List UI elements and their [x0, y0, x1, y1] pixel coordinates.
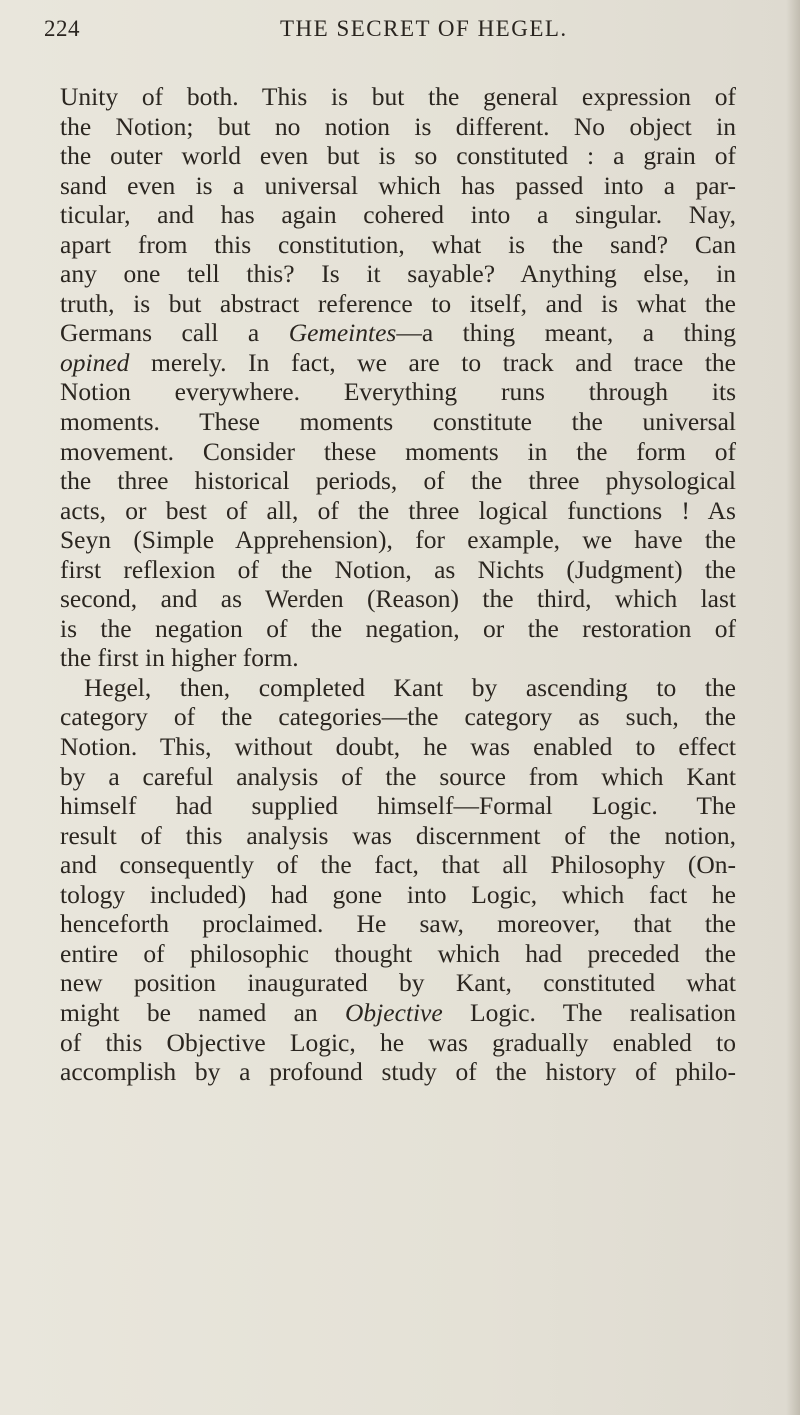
text-line — [60, 171, 736, 201]
text-line — [60, 909, 736, 939]
text-span: might be named an — [60, 997, 345, 1027]
text-span: Notion. This, without doubt, he was enabled to effect — [60, 732, 736, 762]
text-line — [60, 289, 736, 319]
text-span: sand even is a universal which has passed into a par- — [60, 170, 736, 200]
text-line — [60, 732, 736, 762]
text-span: Hegel, then, completed Kant by ascending to the — [84, 672, 736, 702]
text-line — [60, 230, 736, 260]
text-line — [60, 200, 736, 230]
text-line — [60, 791, 736, 821]
text-span: truth, is but abstract reference to itself, and is what the — [60, 288, 736, 318]
text-span: ticular, and has again cohered into a singular. Nay, — [60, 200, 736, 230]
text-line — [60, 821, 736, 851]
italic-term: Objective — [345, 997, 443, 1027]
text-line — [60, 466, 736, 496]
text-span: category of the categories—the category as such, the — [60, 702, 736, 732]
text-span: Germans call a — [60, 318, 289, 348]
italic-term: Gemeintes — [288, 318, 397, 348]
text-line — [60, 318, 736, 348]
text-span: apart from this constitution, what is the sand? Can — [60, 229, 736, 259]
text-line — [60, 762, 736, 792]
text-span: the three historical periods, of the three physological — [60, 466, 736, 496]
page-number: 224 — [44, 16, 80, 41]
text-span: merely. In fact, we are to track and trace the — [129, 347, 736, 377]
running-head — [44, 16, 744, 52]
text-line — [60, 1057, 736, 1087]
text-line — [60, 112, 736, 142]
text-line — [60, 614, 736, 644]
text-span: Notion everywhere. Everything runs through its — [60, 377, 736, 407]
text-span: new position inaugurated by Kant, constituted what — [60, 968, 736, 998]
text-span: first reflexion of the Notion, as Nichts (Judgment) the — [60, 554, 736, 584]
text-span: any one tell this? Is it sayable? Anything else, in — [60, 259, 736, 289]
text-line — [60, 998, 736, 1028]
text-line — [60, 407, 736, 437]
text-span: of this Objective Logic, he was gradually enabled to — [60, 1027, 736, 1057]
text-span: henceforth proclaimed. He saw, moreover, that the — [60, 909, 736, 939]
text-line — [60, 141, 736, 171]
running-title: THE SECRET OF HEGEL. — [280, 16, 568, 41]
text-span: result of this analysis was discernment of the notion, — [60, 820, 736, 850]
text-line — [60, 437, 736, 467]
body-text — [60, 82, 736, 1087]
text-line — [60, 850, 736, 880]
italic-term: opined — [60, 347, 130, 377]
text-span: himself had supplied himself—Formal Logic. The — [60, 791, 736, 821]
text-line — [60, 259, 736, 289]
text-span: the first in higher form. — [60, 643, 299, 673]
text-line — [60, 968, 736, 998]
text-span: the outer world even but is so constituted : a grain of — [60, 141, 736, 171]
text-span: is the negation of the negation, or the restoration of — [60, 613, 736, 643]
text-span: movement. Consider these moments in the form of — [60, 436, 736, 466]
text-span: Logic. The realisation — [442, 997, 736, 1027]
text-span: and consequently of the fact, that all Philosophy (On- — [60, 850, 736, 880]
text-line — [60, 377, 736, 407]
text-line — [60, 880, 736, 910]
text-span: Seyn (Simple Apprehension), for example, we have the — [60, 525, 736, 555]
text-span: Unity of both. This is but the general expression of — [60, 82, 736, 111]
text-span: the Notion; but no notion is different. No object in — [60, 111, 736, 141]
text-line — [60, 939, 736, 969]
text-line — [60, 525, 736, 555]
text-line — [60, 82, 736, 112]
text-line — [60, 584, 736, 614]
text-span: —a thing meant, a thing — [396, 318, 736, 348]
text-span: second, and as Werden (Reason) the third, which last — [60, 584, 736, 614]
text-line — [60, 496, 736, 526]
text-line — [60, 643, 736, 673]
text-span: by a careful analysis of the source from which Kant — [60, 761, 736, 791]
text-span: accomplish by a profound study of the history of philo- — [60, 1057, 736, 1087]
text-line — [60, 1028, 736, 1058]
text-line — [60, 673, 736, 703]
text-span: tology included) had gone into Logic, which fact he — [60, 879, 736, 909]
text-span: acts, or best of all, of the three logical functions ! As — [60, 495, 736, 525]
text-line — [60, 702, 736, 732]
text-span: moments. These moments constitute the universal — [60, 407, 736, 437]
text-line — [60, 348, 736, 378]
page-edge-shadow — [786, 0, 800, 1415]
text-span: entire of philosophic thought which had preceded the — [60, 938, 736, 968]
text-line — [60, 555, 736, 585]
